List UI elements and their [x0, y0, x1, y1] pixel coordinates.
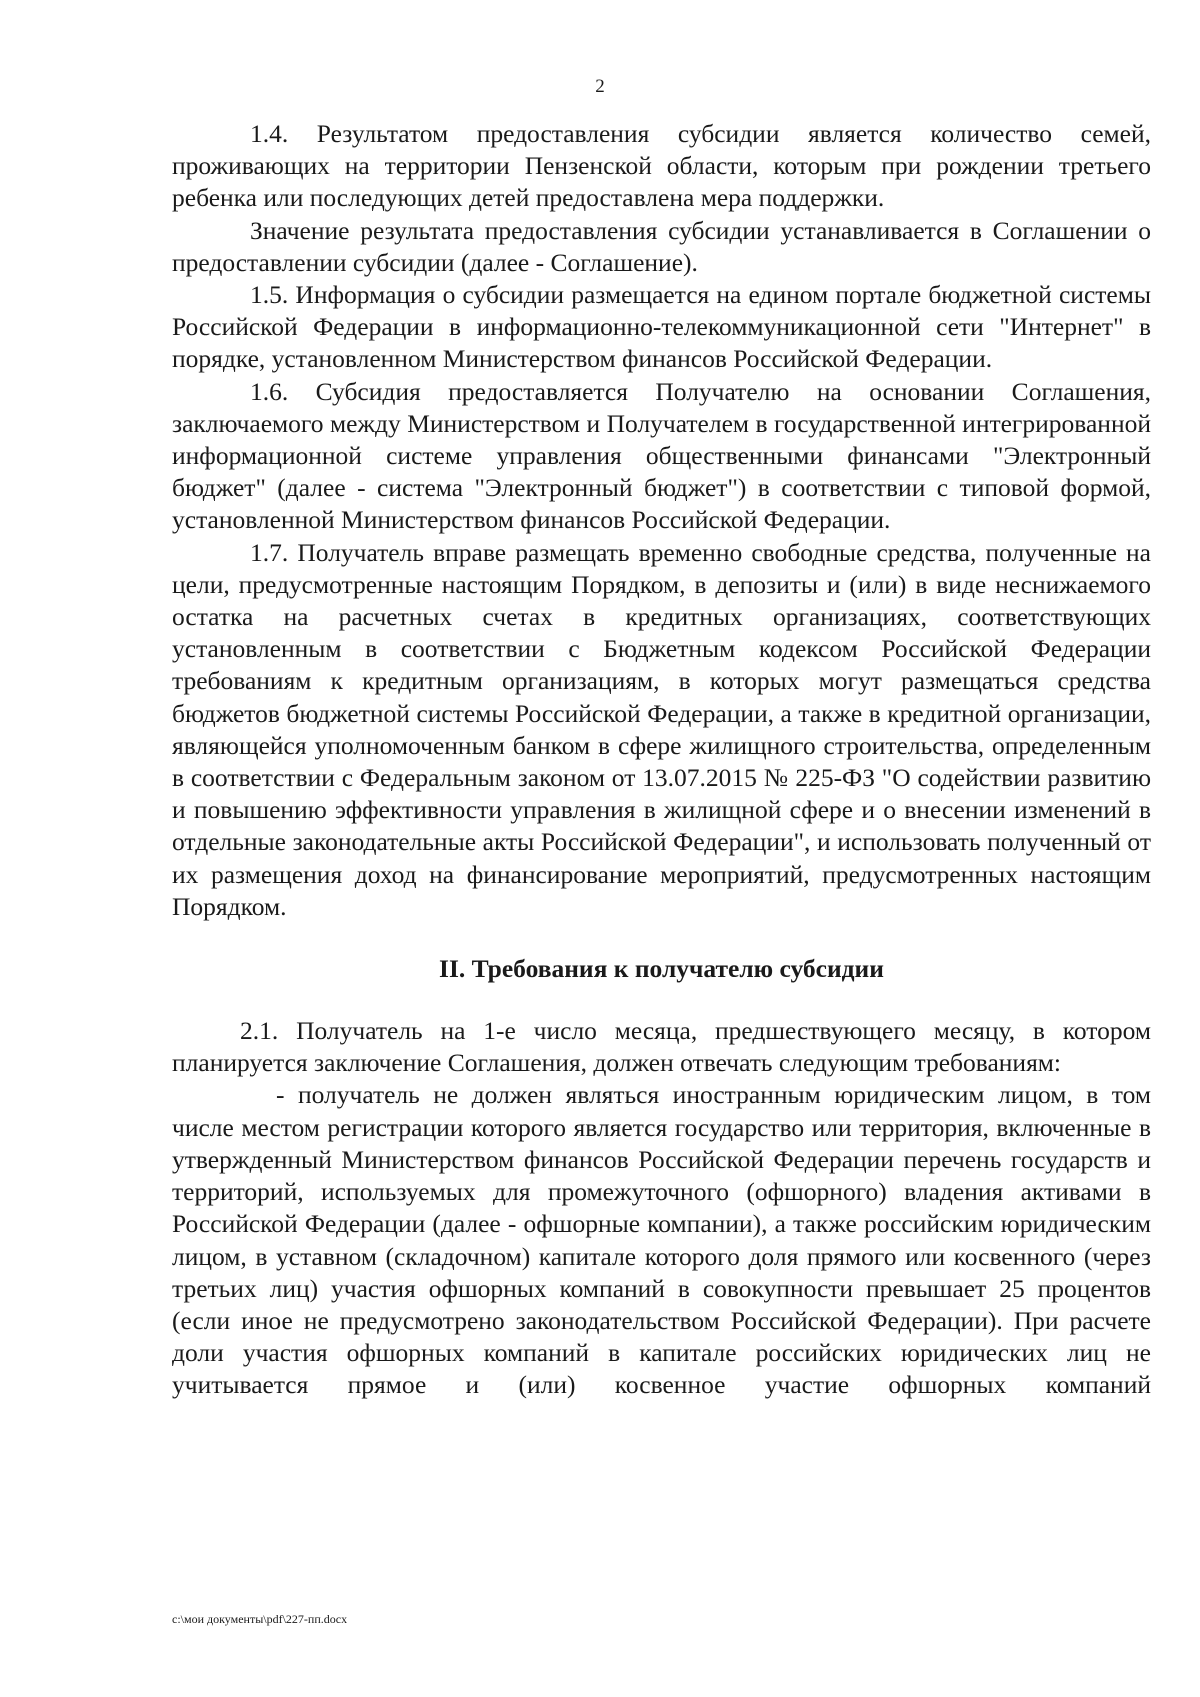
paragraph-1-4-result-value: Значение результата предоставления субсидии устанавливается в Соглашении о предоставлении субсидии (далее - Соглашение). — [172, 215, 1151, 277]
document-body — [172, 118, 1151, 1400]
paragraph-1-4: 1.4. Результатом предоставления субсидии является количество семей, проживающих на территории Пензенской области, которым при рождении третьего ребенка или последующих детей предоставлена мера поддержки. — [172, 119, 1151, 213]
paragraph-1-7: 1.7. Получатель вправе размещать временно свободные средства, полученные на цели, предусмотренные настоящим Порядком, в депозиты и (или) в виде неснижаемого остатка на расчетных счетах в кредитных организациях, соответствующих установленным в соответствии с Бюджетным кодексом Российской Федерации требованиям к кредитным организациям, в которых могут размещаться средства бюджетов бюджетной системы Российской Федерации, а также в кредитной организации, являющейся уполномоченным банком в сфере жилищного строительства, определенным в соответствии с Федеральным законом от 13.07.2015 № 225-ФЗ "О содействии развитию и повышению эффективности управления в жилищной сфере и о внесении изменений в отдельные законодательные акты Российской Федерации", и использовать полученный от их размещения доход на финансирование мероприятий, предусмотренных настоящим Порядком. — [172, 537, 1151, 921]
paragraph-2-1: 2.1. Получатель на 1-е число месяца, предшествующего месяцу, в котором планируется заключение Соглашения, должен отвечать следующим требованиям: — [172, 1016, 1151, 1078]
paragraph-1-5: 1.5. Информация о субсидии размещается на едином портале бюджетной системы Российской Федерации в информационно-телекоммуникационной сети "Интернет" в порядке, установленном Министерством финансов Российской Федерации. — [172, 280, 1151, 374]
section-heading: II. Требования к получателю субсидии — [439, 954, 884, 984]
paragraph-1-6: 1.6. Субсидия предоставляется Получателю на основании Соглашения, заключаемого между Министерством и Получателем в государственной интегрированной информационной системе управления общественными финансами "Электронный бюджет" (далее - система "Электронный бюджет") в соответствии с типовой формой, установленной Министерством финансов Российской Федерации. — [172, 376, 1151, 535]
requirement-offshore: - получатель не должен являться иностранным юридическим лицом, в том числе местом регистрации которого является государство или территория, включенные в утвержденный Министерством финансов Российской Федерации перечень государств и территорий, используемых для промежуточного (офшорного) владения активами в Российской Федерации (далее - офшорные компании), а также российским юридическим лицом, в уставном (складочном) капитале которого доля прямого или косвенного (через третьих лиц) участия офшорных компаний в совокупности превышает 25 процентов (если иное не предусмотрено законодательством Российской Федерации). При расчете доли участия офшорных компаний в капитале российских юридических лиц не учитывается прямое и (или) косвенное участие офшорных компаний — [172, 1080, 1151, 1400]
file-path-footer: c:\мои документы\pdf\227-пп.docx — [172, 1612, 348, 1626]
page-number: 2 — [595, 76, 605, 97]
